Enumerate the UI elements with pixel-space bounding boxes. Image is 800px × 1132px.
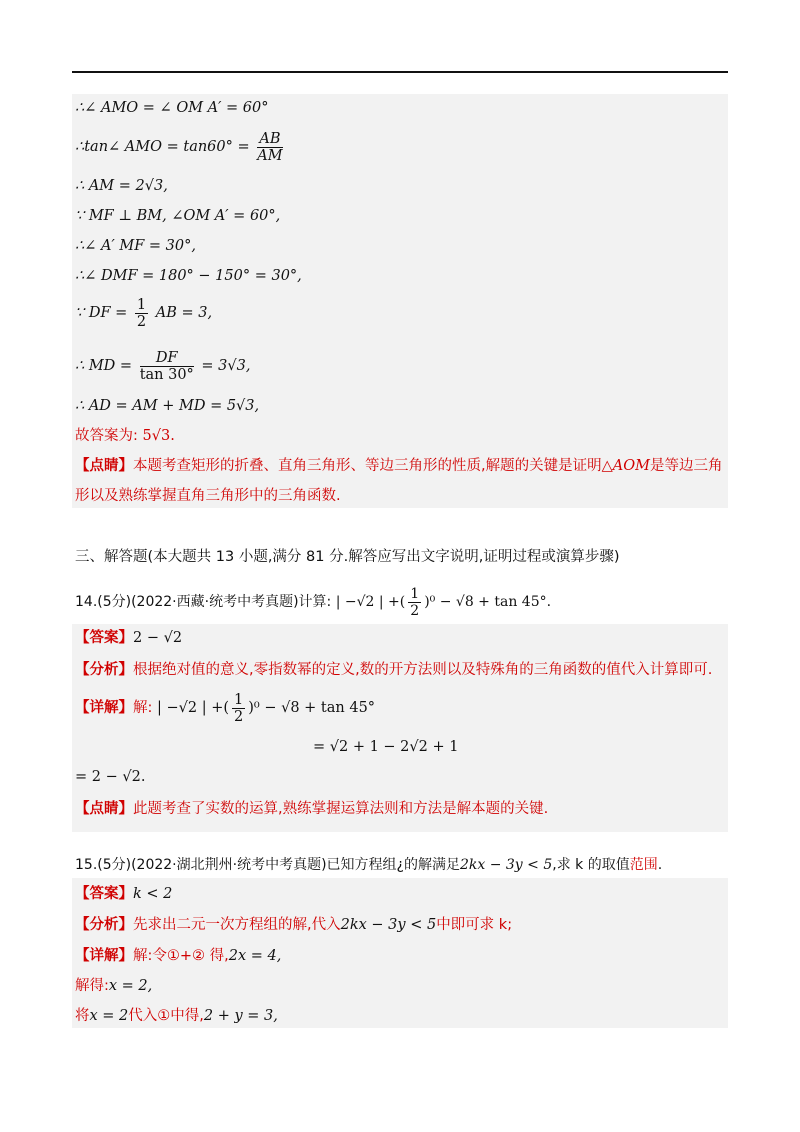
solution-line-3: ∴ AM = 2√3, [75,178,168,194]
header-rule [72,71,728,73]
q15-solve: 解得:x = 2, [75,978,153,994]
section-heading: 三、解答题(本大题共 13 小题,满分 81 分.解答应写出文字说明,证明过程或演算步骤) [75,549,620,565]
solution-line-8: ∴ MD = $\frac{DF}{\tan 30^\circ}$ = 3√3, [75,349,251,383]
q15-detail: 【详解】解:令①+② 得,2x = 4, [75,948,282,964]
q15-substitute: 将x = 2代入①中得,2 + y = 3, [75,1008,278,1024]
dianjing-line-1: 【点睛】本题考查矩形的折叠、直角三角形、等边三角形的性质,解题的关键是证明△AOM是等边三角 [75,458,723,474]
solution-line-4: ∵ MF ⊥ BM, ∠OM A′ = 60°, [75,208,281,224]
solution-line-1: ∴∠ AMO = ∠ OM A′ = 60° [75,100,269,116]
answer-line: 故答案为: 5√3. [75,428,175,444]
fraction-one-half: $\frac{1}{2}$ [410,585,420,619]
dianjing-line-2: 形以及熟练掌握直角三角形中的三角函数. [75,488,341,504]
solution-line-2: ∴tan∠ AMO = tan60° = $\frac{AB}{AM}$ [75,130,283,164]
q14-detail: 【详解】解: | −√2 | +( $\frac{1}{2}$ )⁰ − √8 + tan 45° [75,691,376,725]
solution-line-6: ∴∠ DMF = 180° − 150° = 30°, [75,268,302,284]
question-14-header: 14.(5分)(2022·西藏·统考中考真题)计算: | −√2 | +( $\frac{1}{2}$ )⁰ − √8 + tan 45°. [75,585,552,619]
solution-line-7: ∵ DF = $\frac{1}{2}$ AB = 3, [75,296,213,330]
q14-step-1: = √2 + 1 − 2√2 + 1 [313,739,459,755]
solution-line-9: ∴ AD = AM + MD = 5√3, [75,398,260,414]
solution-line-5: ∴∠ A′ MF = 30°, [75,238,196,254]
q14-answer: 【答案】2 − √2 [75,630,183,646]
question-15-header: 15.(5分)(2022·湖北荆州·统考中考真题)已知方程组¿的解满足2kx − 3y < 5,求 k 的取值范围. [75,857,663,873]
fraction-ab-am: $\frac{AB}{AM}$ [257,130,283,164]
q14-step-2: = 2 − √2. [75,769,146,785]
q15-answer: 【答案】k < 2 [75,886,173,902]
fraction-df-tan30: $\frac{DF}{\tan 30^\circ}$ [139,349,194,383]
q15-analysis: 【分析】先求出二元一次方程组的解,代入2kx − 3y < 5中即可求 k; [75,917,513,933]
fraction-one-half: $\frac{1}{2}$ [136,296,147,330]
fraction-one-half: $\frac{1}{2}$ [234,691,244,725]
q14-dianjing: 【点睛】此题考查了实数的运算,熟练掌握运算法则和方法是解本题的关键. [75,801,549,817]
q14-analysis: 【分析】根据绝对值的意义,零指数幂的定义,数的开方法则以及特殊角的三角函数的值代入计算即可. [75,662,713,678]
